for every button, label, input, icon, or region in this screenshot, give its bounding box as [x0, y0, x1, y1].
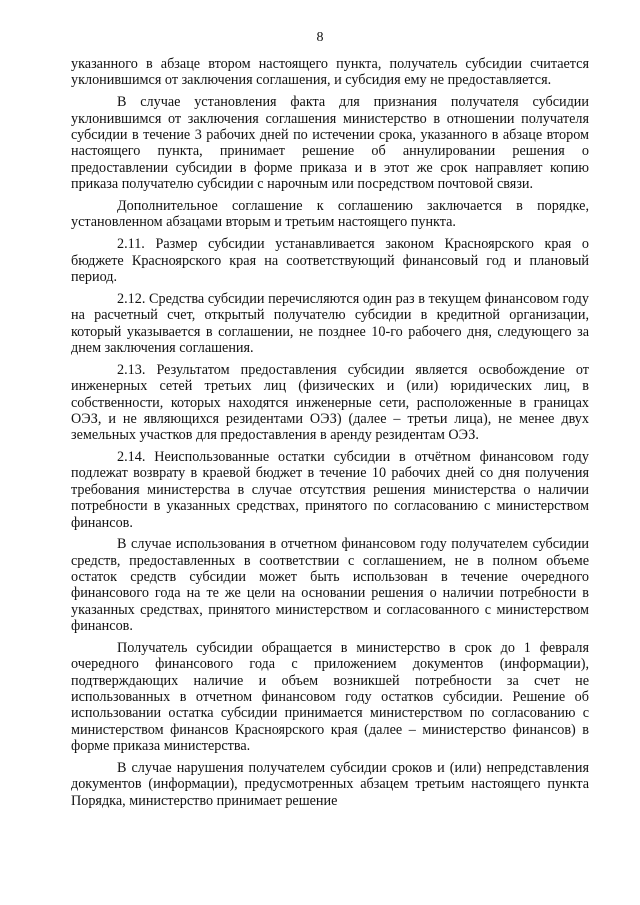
paragraph-continuation: указанного в абзаце втором настоящего пункта, получатель субсидии считается уклонившимся от заключения соглашения, и субсидия ему не предоставляется.: [71, 56, 589, 89]
paragraph-unused-funds: В случае использования в отчетном финансовом году получателем субсидии средств, предоставленных в соответствии с соглашением, не в полном объеме остаток средств субсидии может быть использован в течение очередного финансового года на те же цели на основании решения о наличии потребности в указанных средствах, принятого министерством и согласованного с министерством финансов.: [71, 536, 589, 635]
paragraph-application-deadline: Получатель субсидии обращается в министерство в срок до 1 февраля очередного финансового года с приложением документов (информации), подтверждающих наличие и объем возникшей потребности за счет не использованных в отчетном финансовом году остатков субсидии. Решение об использовании остатка субсидии принимается министерством по согласованию с министерством финансов Красноярского края (далее – министерство финансов) в форме приказа министерства.: [71, 640, 589, 755]
clause-2-14: 2.14. Неиспользованные остатки субсидии в отчётном финансовом году подлежат возврату в краевой бюджет в течение 10 рабочих дней со дня получения требования министерства в случае отсутствия решения министерства о наличии потребности в указанных средствах, принятого по согласованию с министерством финансов.: [71, 449, 589, 531]
page-number: 8: [316, 30, 324, 45]
paragraph-annulment: В случае установления факта для признания получателя субсидии уклонившимся от заключения соглашения министерство в отношении получателя субсидии в течение 3 рабочих дней по истечении срока, указанного в абзаце втором настоящего пункта, принимает решение об аннулировании решения о предоставлении субсидии в форме приказа и в этот же срок направляет копию приказа получателю субсидии с нарочным или посредством почтовой связи.: [71, 94, 589, 192]
document-body: [71, 56, 589, 815]
clause-2-11: 2.11. Размер субсидии устанавливается законом Красноярского края о бюджете Красноярского края на соответствующий финансовый год и плановый период.: [71, 236, 589, 285]
paragraph-additional-agreement: Дополнительное соглашение к соглашению заключается в порядке, установленном абзацами вторым и третьим настоящего пункта.: [71, 197, 589, 231]
clause-2-13: 2.13. Результатом предоставления субсидии является освобождение от инженерных сетей третьих лиц (физических и (или) юридических лиц, в собственности, которых находятся инженерные сети, расположенные в границах ОЭЗ, и не являющихся резидентами ОЭЗ) (далее – третьи лица), не менее двух земельных участков для предоставления в аренду резидентам ОЭЗ.: [71, 361, 589, 444]
clause-2-12: 2.12. Средства субсидии перечисляются один раз в текущем финансовом году на расчетный счет, открытый получателю субсидии в кредитной организации, который указывается в соглашении, не позднее 10-го рабочего дня, следующего за днем заключения соглашения.: [71, 290, 589, 356]
paragraph-violation: В случае нарушения получателем субсидии сроков и (или) непредставления документов (информации), предусмотренных абзацем третьим настоящего пункта Порядка, министерство принимает решение: [71, 760, 589, 809]
